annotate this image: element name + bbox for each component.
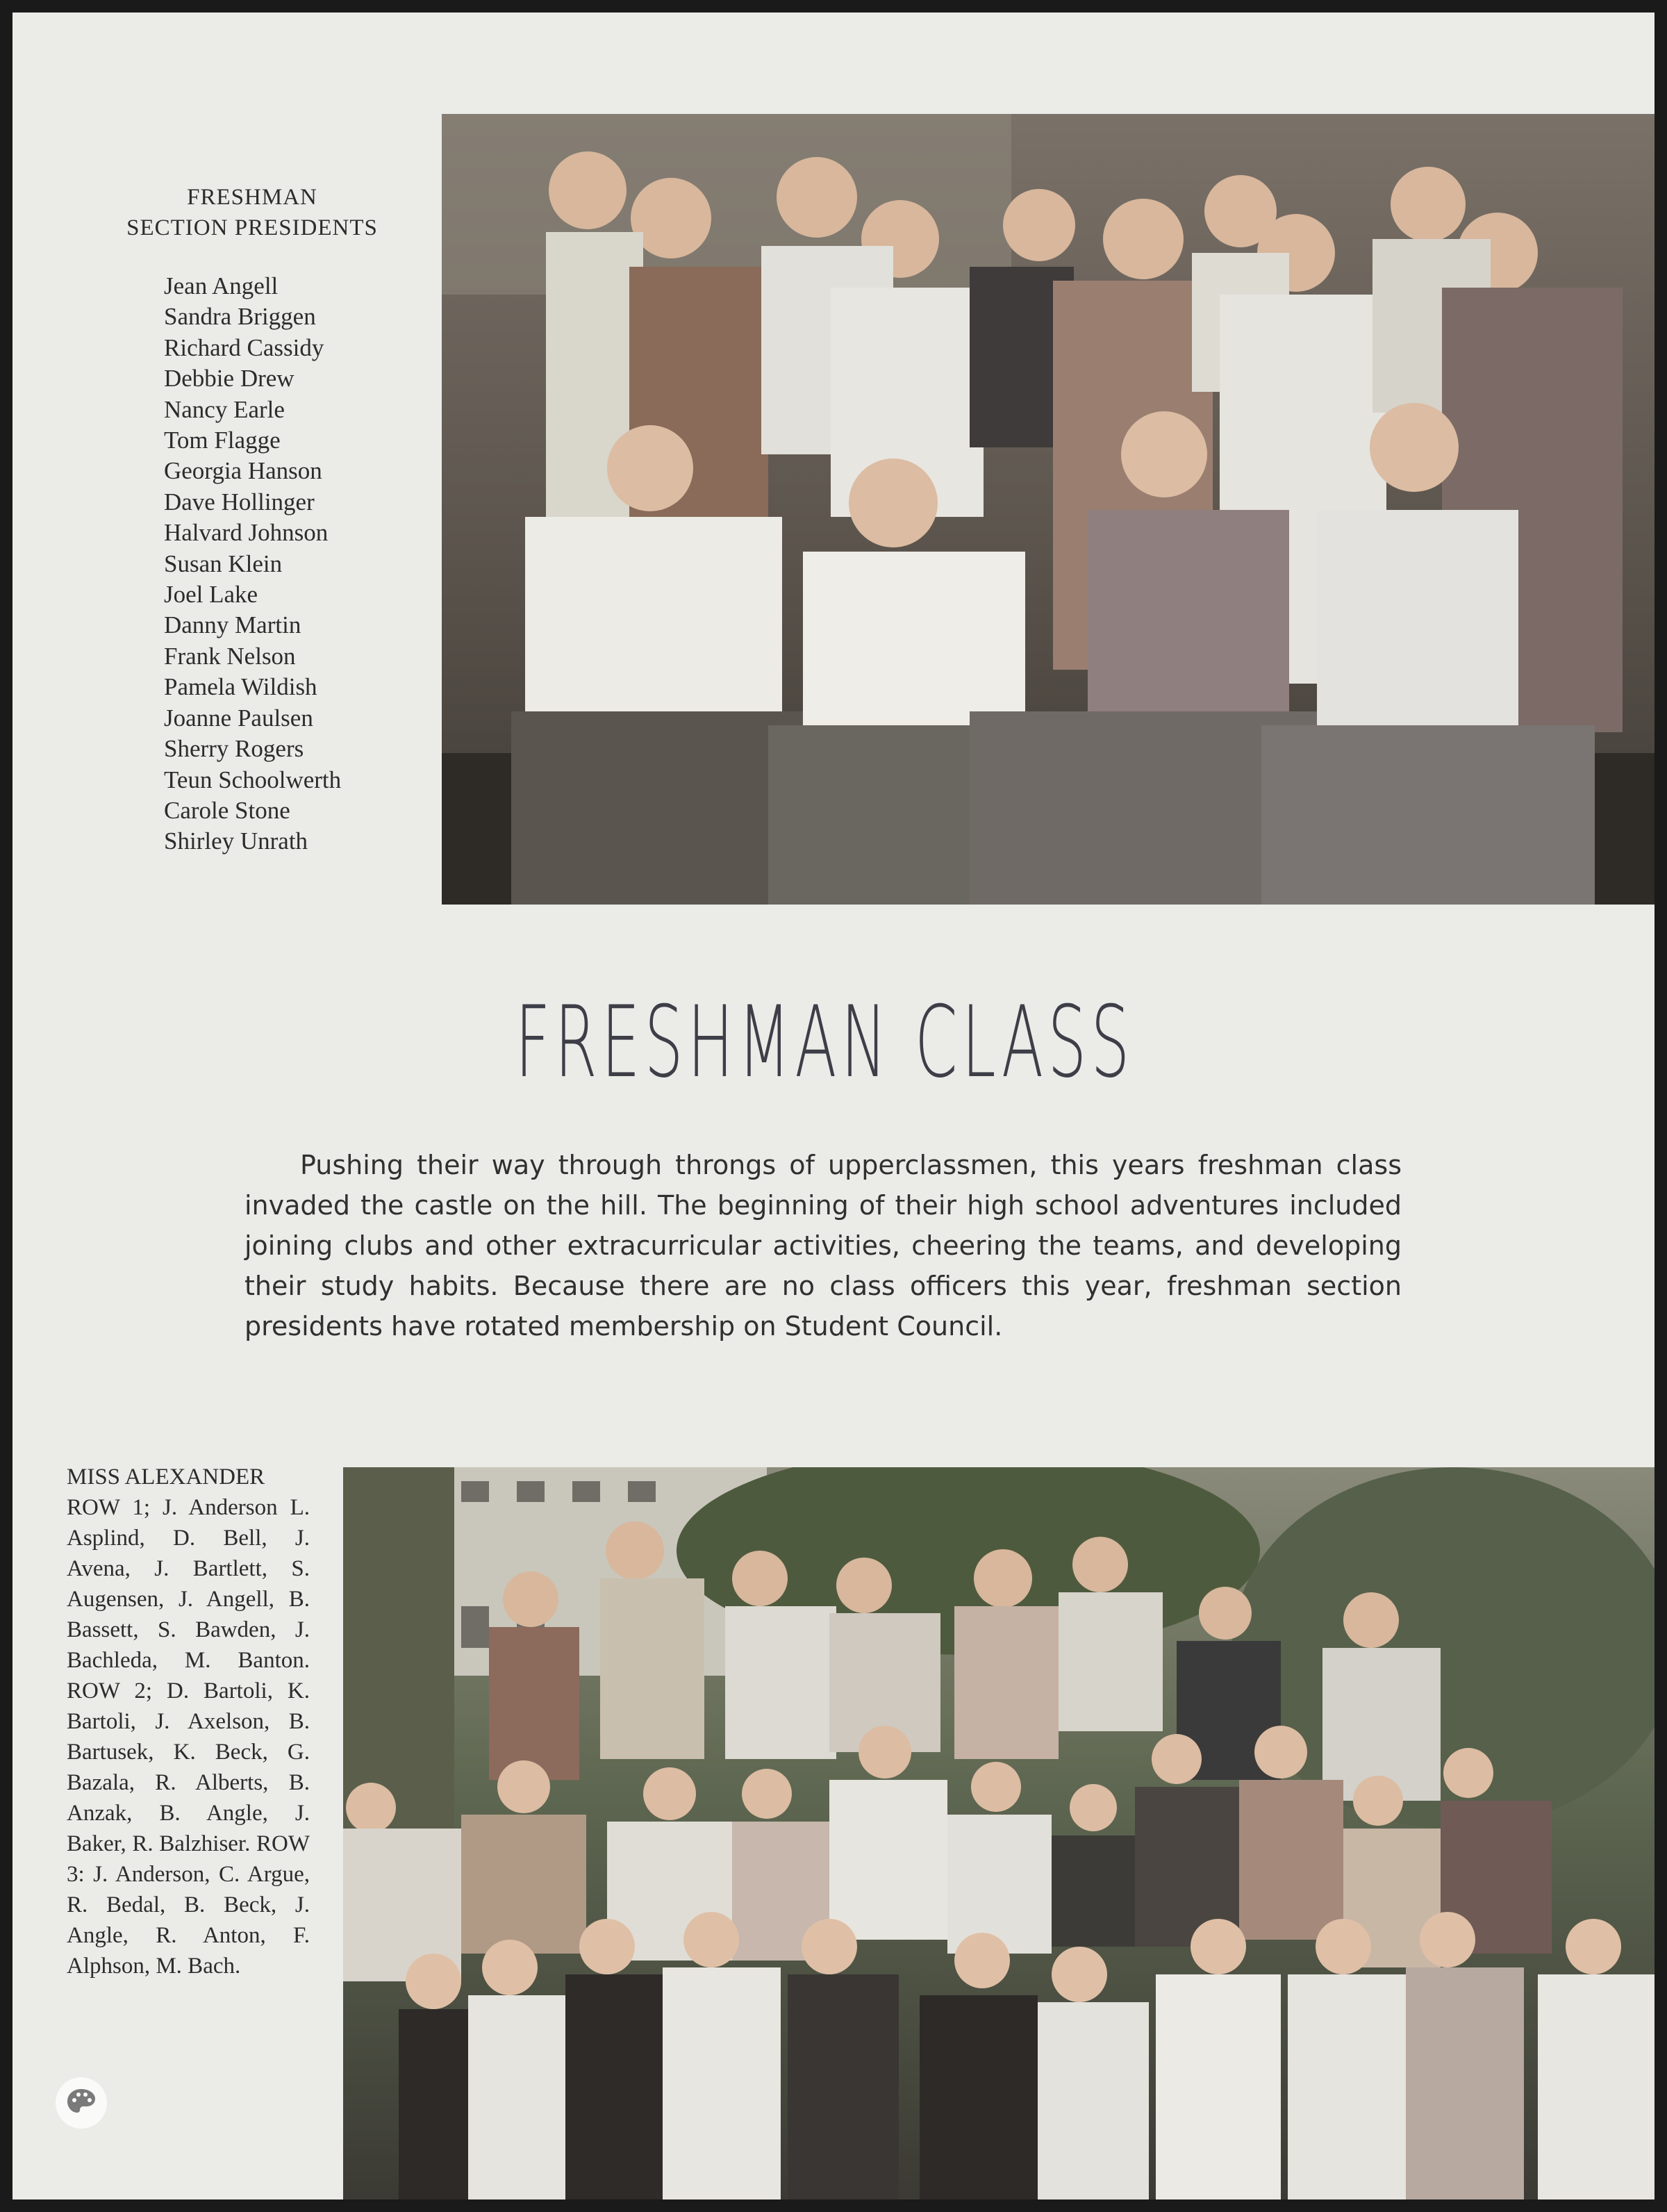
president-name: Sandra Briggen (164, 303, 316, 331)
page-title: FRESHMAN CLASS (515, 985, 1134, 1100)
class-roster-caption (67, 1462, 310, 1981)
president-name: Shirley Unrath (164, 827, 308, 855)
president-name: Dave Hollinger (164, 488, 315, 515)
president-name: Nancy Earle (164, 395, 285, 423)
yearbook-page (13, 13, 1654, 2199)
class-group-photo (343, 1467, 1654, 2199)
president-name: Joel Lake (164, 581, 258, 609)
president-name: Georgia Hanson (164, 457, 322, 485)
roster-teacher: MISS ALEXANDER (67, 1464, 265, 1489)
president-name: Susan Klein (164, 550, 283, 577)
president-name: Frank Nelson (164, 642, 296, 670)
president-name: Richard Cassidy (164, 333, 324, 361)
president-name: Sherry Rogers (164, 735, 304, 763)
roster-text: ROW 1; J. Anderson L. Asplind, D. Bell, J. Avena, J. Bartlett, S. Augensen, J. Angell, B. Bassett, S. Bawden, J. Bachleda, M. Banton. ROW 2; D. Bartoli, K. Bartoli, J. Axelson, B. Bartusek, K. Beck, G. Bazala, R. Alberts, B. Anzak, B. Angle, J. Baker, R. Balzhiser. ROW 3: J. Anderson, C. Argue, R. Bedal, B. Beck, J. Angle, R. Anton, F. Alphson, M. Bach. (67, 1495, 310, 1979)
president-name: Joanne Paulsen (164, 704, 313, 732)
section-presidents-list (89, 182, 415, 857)
president-name: Halvard Johnson (164, 519, 329, 547)
president-name: Carole Stone (164, 796, 290, 824)
presidents-group-photo (442, 114, 1654, 905)
presidents-heading-line2: SECTION PRESIDENTS (126, 215, 378, 240)
palette-icon[interactable] (56, 2077, 107, 2129)
presidents-heading-line1: FRESHMAN (187, 185, 317, 210)
president-name: Danny Martin (164, 611, 301, 639)
president-name: Debbie Drew (164, 365, 295, 393)
president-name: Jean Angell (164, 272, 279, 299)
president-name: Pamela Wildish (164, 673, 317, 701)
president-name: Teun Schoolwerth (164, 766, 342, 793)
president-name: Tom Flagge (164, 427, 281, 454)
intro-paragraph: Pushing their way through throngs of upperclassmen, this years freshman class invaded the castle on the hill. The beginning of their high school adventures included joining clubs and other extracurricular activities, cheering the teams, and developing their study habits. Because there are no class officers this year, freshman section presidents have rotated membership on Student Council. (244, 1150, 1402, 1342)
presidents-names (89, 271, 415, 857)
